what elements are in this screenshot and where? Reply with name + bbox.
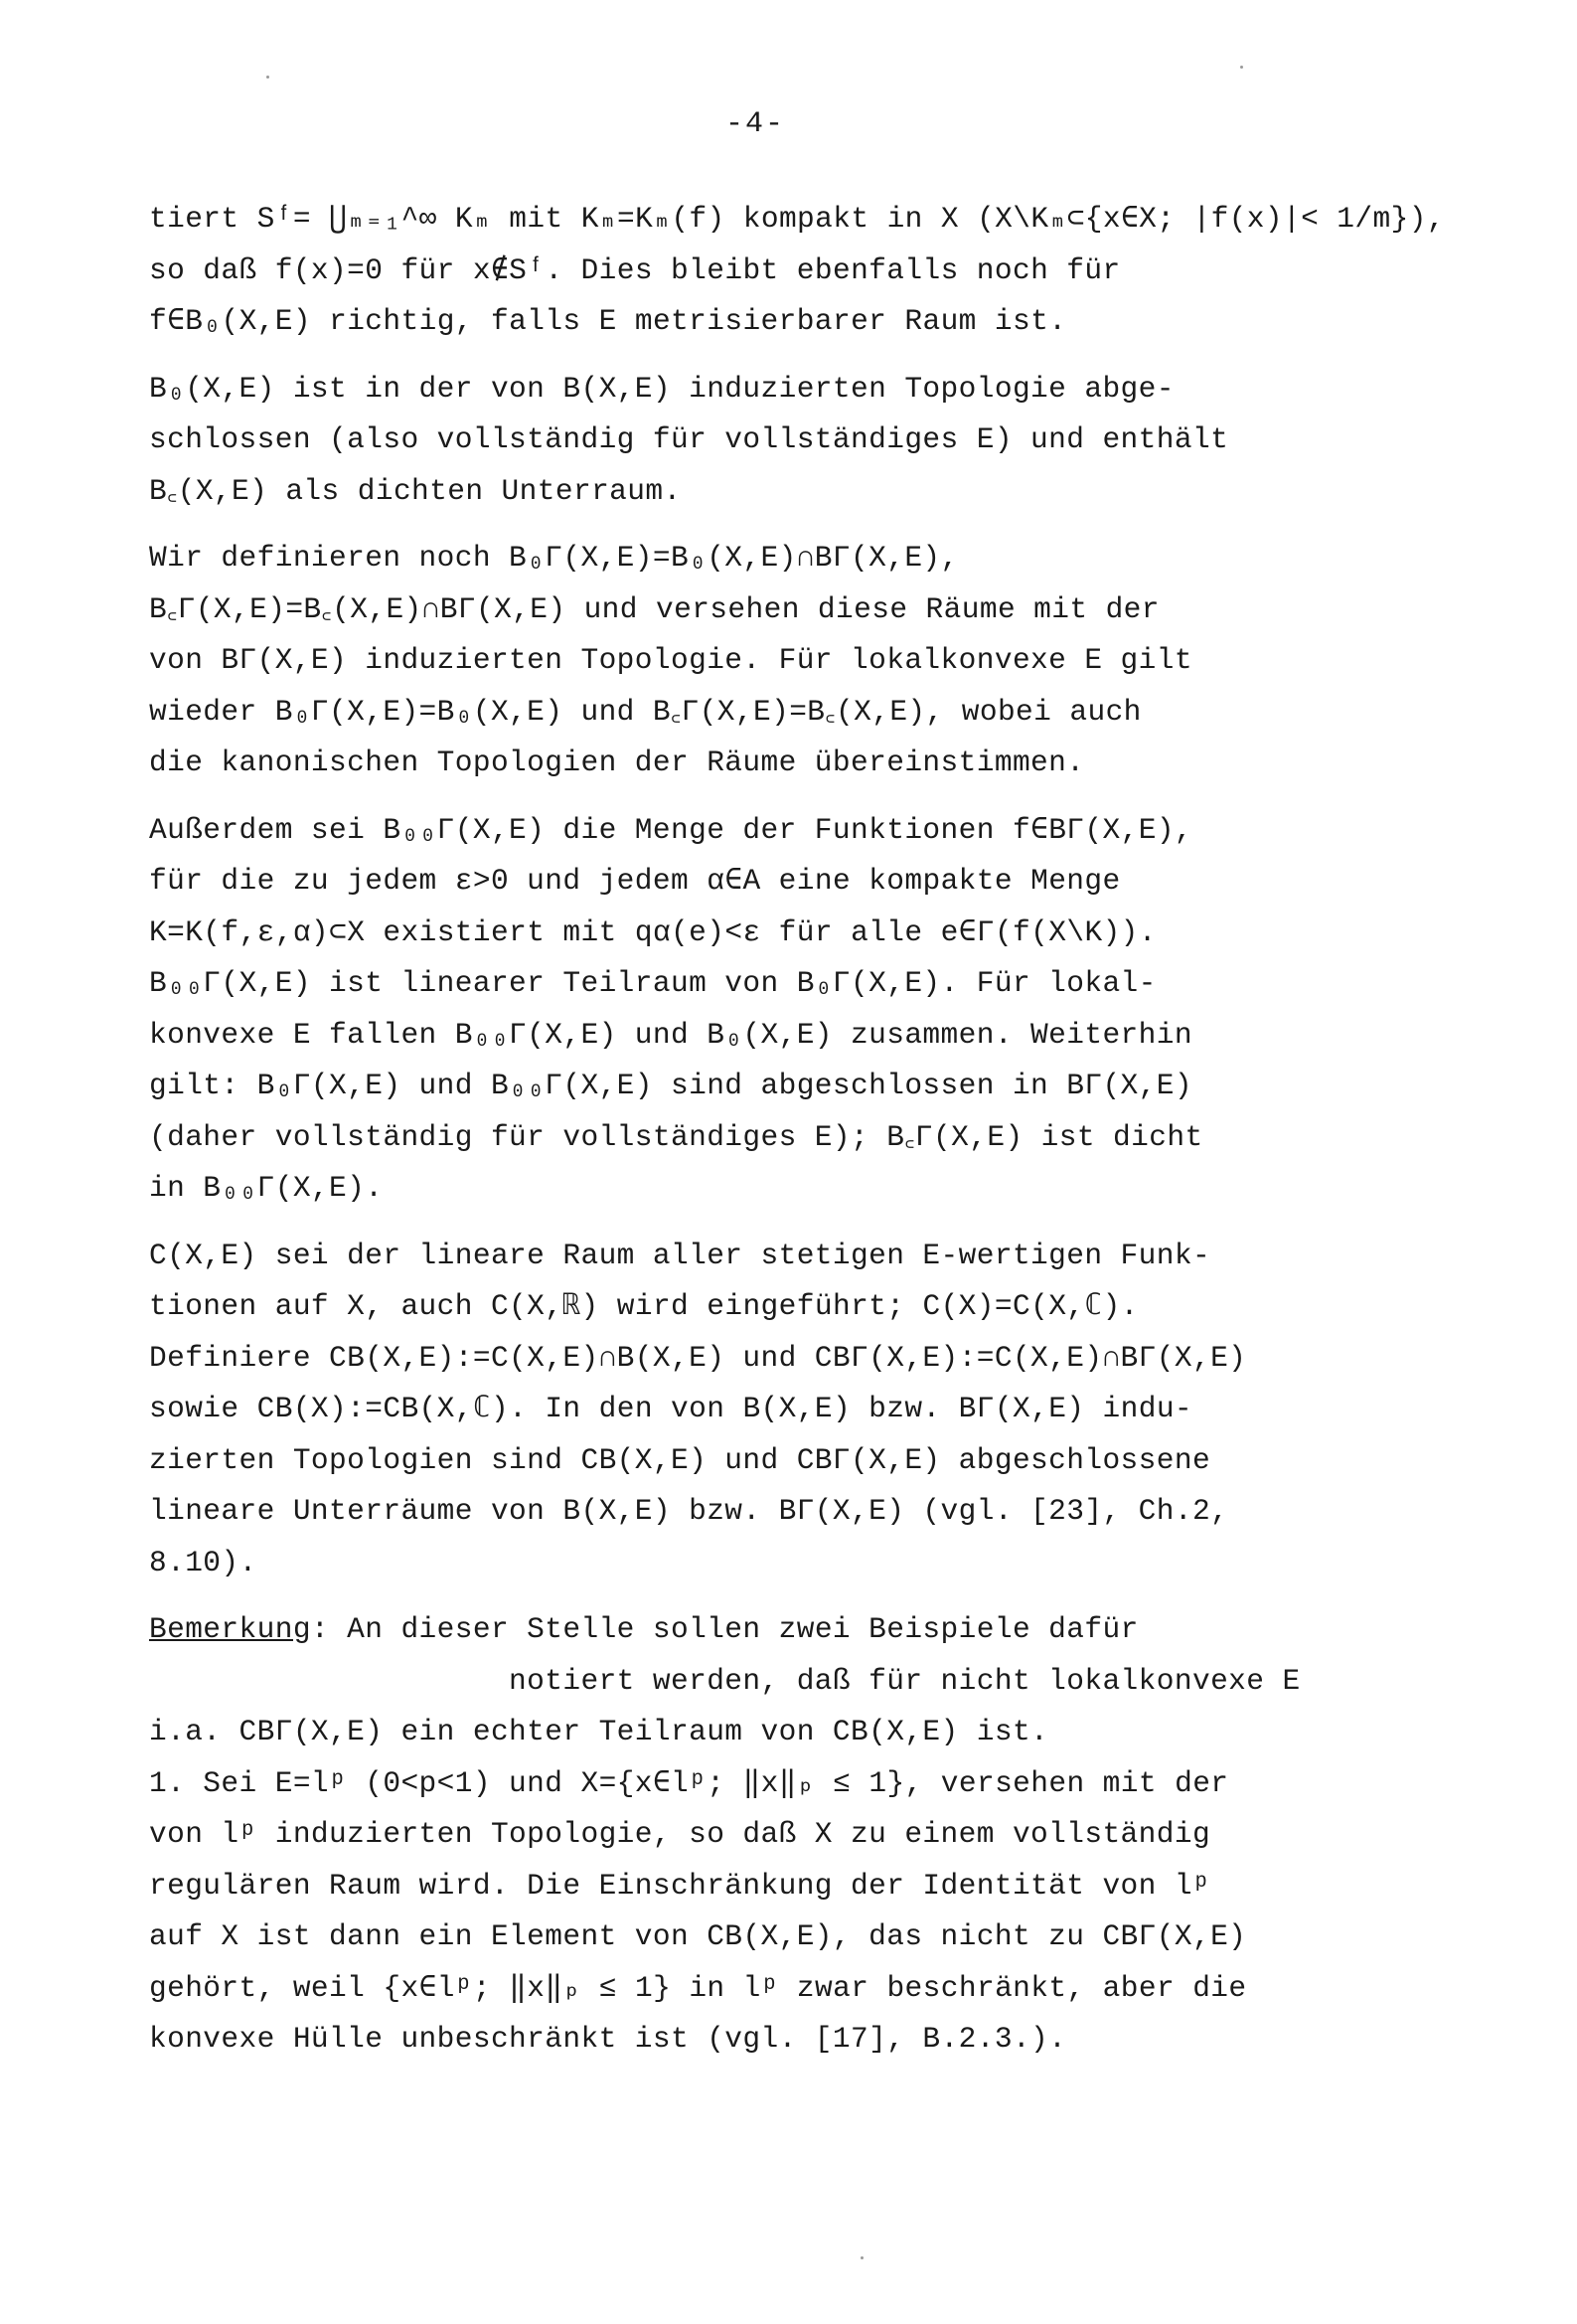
text-line: für die zu jedem ε>0 und jedem α∈A eine kompakte Menge [149, 864, 1121, 898]
scan-speck [1240, 66, 1243, 69]
paragraph [149, 364, 1411, 518]
text-line: B₀(X,E) ist in der von B(X,E) induzierten Topologie abge- [149, 371, 1175, 406]
text-line: K=K(f,ε,α)⊂X existiert mit qα(e)<ε für alle e∈Γ(f(X\K)). [149, 914, 1157, 949]
text-line: gehört, weil {x∈lᵖ; ‖x‖ₚ ≤ 1} in lᵖ zwar beschränkt, aber die [149, 1970, 1247, 2005]
paragraph [149, 533, 1411, 789]
remark-first-line [149, 1604, 1411, 1656]
text-line: die kanonischen Topologien der Räume übereinstimmen. [149, 746, 1085, 779]
text-line: von BΓ(X,E) induzierten Topologie. Für lokalkonvexe E gilt [149, 643, 1192, 677]
text-line: tionen auf X, auch C(X,ℝ) wird eingeführt; C(X)=C(X,ℂ). [149, 1289, 1139, 1323]
scan-speck [266, 76, 269, 79]
page-number: -4- [725, 107, 786, 141]
text-line: Definiere CB(X,E):=C(X,E)∩B(X,E) und CBΓ(X,E):=C(X,E)∩BΓ(X,E) [149, 1340, 1247, 1375]
text-line: sowie CB(X):=CB(X,ℂ). In den von B(X,E) bzw. BΓ(X,E) indu- [149, 1392, 1193, 1425]
text-line: notiert werden, daß für nicht lokalkonvexe E [149, 1663, 1301, 1698]
text-line: i.a. CBΓ(X,E) ein echter Teilraum von CB(X,E) ist. [149, 1715, 1049, 1748]
paragraph [149, 1231, 1411, 1589]
paragraph [149, 805, 1411, 1215]
text-line: Wir definieren noch B₀Γ(X,E)=B₀(X,E)∩BΓ(X,E), [149, 541, 959, 575]
text-line: lineare Unterräume von B(X,E) bzw. BΓ(X,E) (vgl. [23], Ch.2, [149, 1494, 1229, 1528]
remark-block [149, 1604, 1411, 2066]
text-line: so daß f(x)=0 für x∉Sᶠ. Dies bleibt ebenfalls noch für [149, 252, 1121, 287]
remark-label: Bemerkung [149, 1612, 311, 1646]
text-line: f∈B₀(X,E) richtig, falls E metrisierbarer Raum ist. [149, 304, 1067, 338]
text-line: zierten Topologien sind CB(X,E) und CBΓ(X,E) abgeschlossene [149, 1442, 1211, 1477]
text-line: konvexe Hülle unbeschränkt ist (vgl. [17], B.2.3.). [149, 2022, 1067, 2056]
text-line: von lᵖ induzierten Topologie, so daß X zu einem vollständig [149, 1817, 1211, 1851]
text-line: Außerdem sei B₀₀Γ(X,E) die Menge der Funktionen f∈BΓ(X,E), [149, 812, 1193, 847]
scan-speck [861, 2256, 864, 2259]
text-line: B꜀(X,E) als dichten Unterraum. [149, 473, 682, 508]
text-line: auf X ist dann ein Element von CB(X,E), das nicht zu CBΓ(X,E) [149, 1919, 1247, 1953]
remark-intro: : An dieser Stelle sollen zwei Beispiele dafür [310, 1612, 1139, 1646]
text-line: B꜀Γ(X,E)=B꜀(X,E)∩BΓ(X,E) und versehen diese Räume mit der [149, 591, 1160, 626]
text-line: (daher vollständig für vollständiges E); B꜀Γ(X,E) ist dicht [149, 1119, 1203, 1154]
text-line: 1. Sei E=lᵖ (0<p<1) und X={x∈lᵖ; ‖x‖ₚ ≤ 1}, versehen mit der [149, 1765, 1229, 1800]
text-line: schlossen (also vollständig für vollständiges E) und enthält [149, 422, 1229, 456]
text-line: B₀₀Γ(X,E) ist linearer Teilraum von B₀Γ(X,E). Für lokal- [149, 966, 1157, 1000]
text-line: C(X,E) sei der lineare Raum aller stetigen E-wertigen Funk- [149, 1238, 1211, 1272]
text-line: gilt: B₀Γ(X,E) und B₀₀Γ(X,E) sind abgeschlossen in BΓ(X,E) [149, 1069, 1192, 1102]
paragraph [149, 194, 1445, 348]
text-line: konvexe E fallen B₀₀Γ(X,E) und B₀(X,E) zusammen. Weiterhin [149, 1017, 1192, 1052]
text-line: regulären Raum wird. Die Einschränkung der Identität von lᵖ [149, 1868, 1211, 1903]
text-line: 8.10). [149, 1545, 257, 1579]
text-line: tiert Sᶠ= ⋃ₘ₌₁^∞ Kₘ mit Kₘ=Kₘ(f) kompakt in X (X\Kₘ⊂{x∈X; |f(x)|< 1/m}), [149, 202, 1445, 236]
text-line: wieder B₀Γ(X,E)=B₀(X,E) und B꜀Γ(X,E)=B꜀(X,E), wobei auch [149, 694, 1142, 729]
page-body [149, 194, 1445, 2081]
text-line: in B₀₀Γ(X,E). [149, 1171, 384, 1205]
